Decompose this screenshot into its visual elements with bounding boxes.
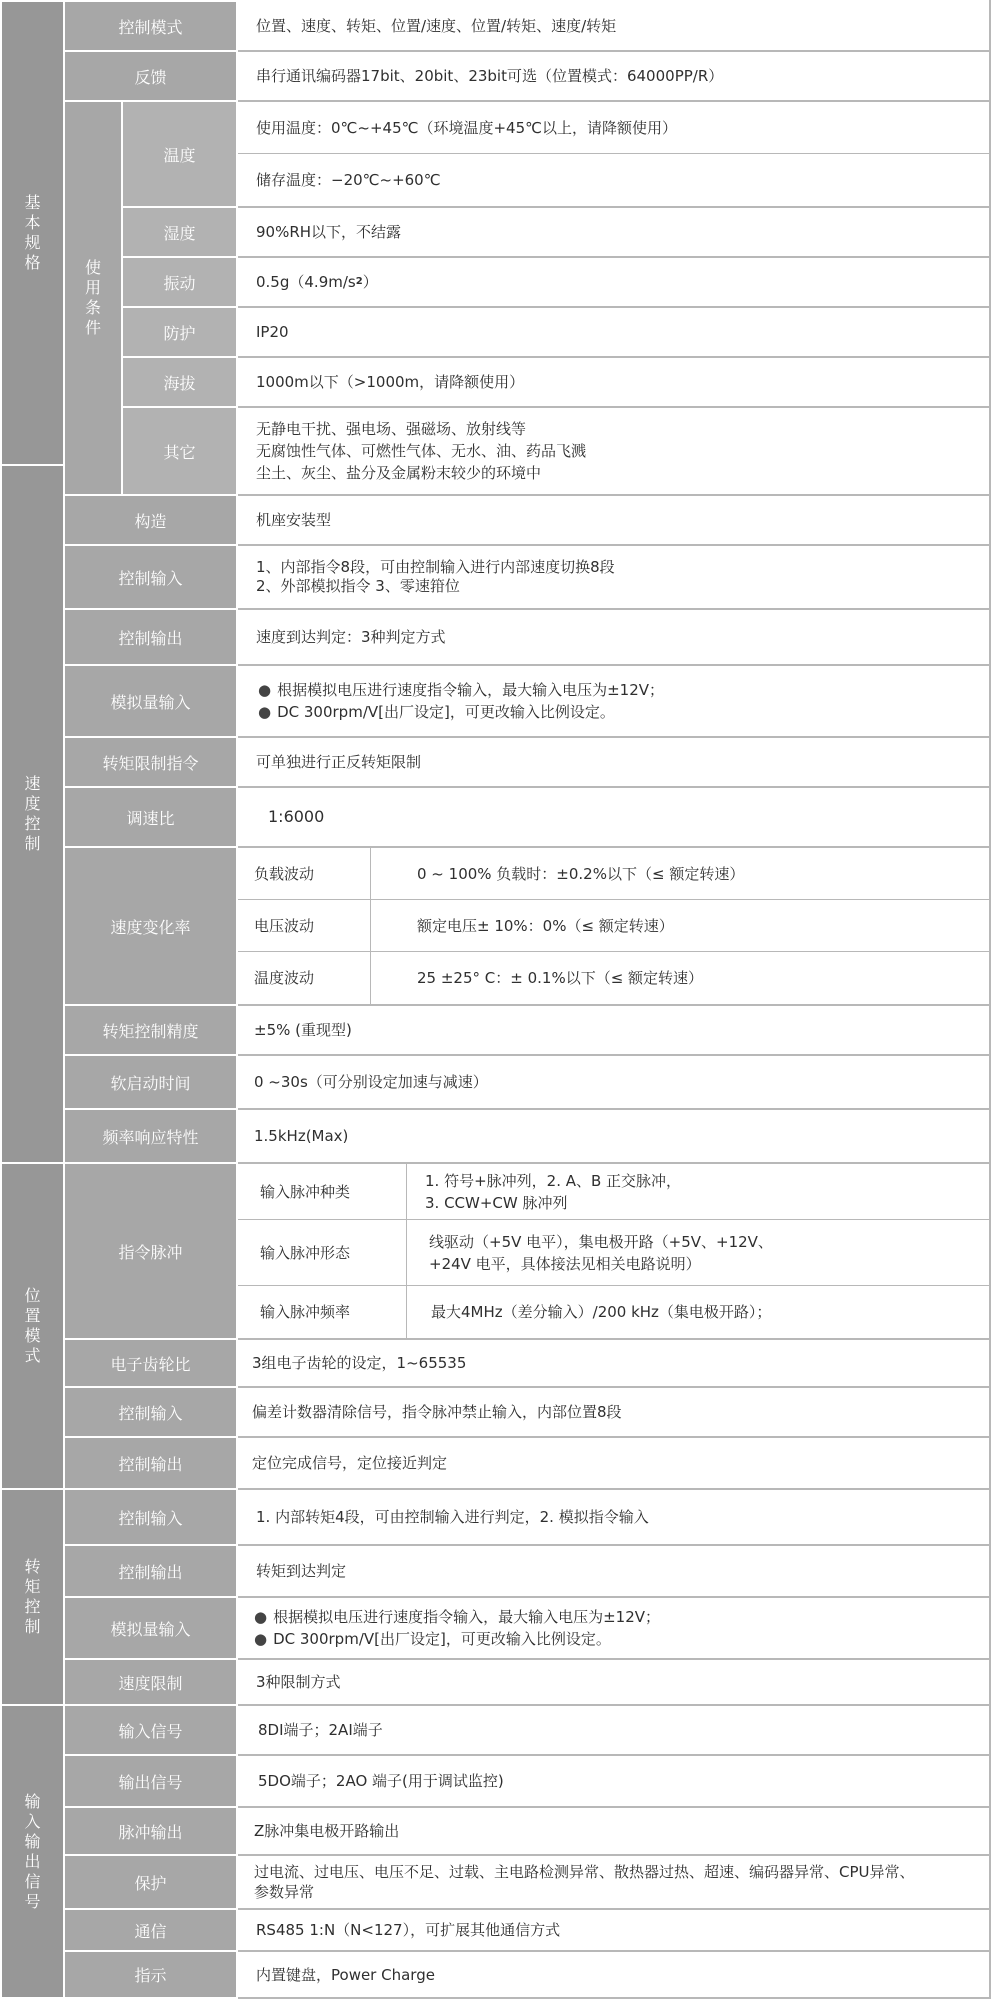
rule xyxy=(238,1338,990,1340)
label-speed-ratio: 调速比 xyxy=(65,788,236,846)
value-torque-accuracy: ±5% (重现型) xyxy=(238,1006,990,1054)
value-load-fluctuation: 0 ~ 100% 负载时：±0.2%以下（≤ 额定转速） xyxy=(371,848,990,900)
label-torq-analog-input: 模拟量输入 xyxy=(65,1598,236,1658)
value-pulse-output: Z脉冲集电极开路输出 xyxy=(238,1808,990,1854)
torq-analog-line-2: ● DC 300rpm/V[出厂设定]，可更改输入比例设定。 xyxy=(254,1628,660,1650)
rule xyxy=(238,153,990,154)
section-io xyxy=(2,1706,63,1997)
rule xyxy=(238,1219,990,1220)
label-speed-analog-input: 模拟量输入 xyxy=(65,666,236,736)
rule xyxy=(238,356,990,358)
label-temperature: 温度 xyxy=(123,102,236,206)
label-freq-response: 频率响应特性 xyxy=(65,1110,236,1162)
section-position xyxy=(2,1164,63,1488)
protection-line-2: 参数异常 xyxy=(254,1883,315,1901)
rule xyxy=(238,406,990,408)
label-torque-limit-cmd: 转矩限制指令 xyxy=(65,738,236,786)
vibration-main: 0.5g（4.9m/s xyxy=(256,273,356,291)
vertical-char: 条 xyxy=(84,298,101,317)
speed-analog-line-1: ● 根据模拟电压进行速度指令输入，最大输入电压为±12V； xyxy=(258,679,664,701)
sublabel-temperature-fluctuation: 温度波动 xyxy=(238,952,370,1004)
rule xyxy=(238,1658,990,1660)
rule xyxy=(238,1806,990,1808)
rule xyxy=(370,848,371,1004)
value-temperature-fluctuation: 25 ±25° C：± 0.1%以下（≤ 额定转速） xyxy=(371,952,990,1004)
rule xyxy=(238,1950,990,1952)
label-pulse-cmd: 指令脉冲 xyxy=(65,1164,236,1338)
value-protection xyxy=(238,1856,990,1908)
rule xyxy=(238,1162,990,1164)
rule xyxy=(238,664,990,666)
label-output-signal: 输出信号 xyxy=(65,1756,236,1806)
label-torq-control-output: 控制输出 xyxy=(65,1546,236,1596)
rule xyxy=(238,1544,990,1546)
label-input-signal: 输入信号 xyxy=(65,1706,236,1754)
rule xyxy=(989,0,991,1999)
rule xyxy=(238,1754,990,1756)
section-io-label xyxy=(24,1792,40,1912)
value-feedback: 串行通讯编码器17bit、20bit、23bit可选（位置模式：64000PP/R） xyxy=(238,52,990,100)
vertical-char: 输 xyxy=(24,1791,41,1811)
label-pos-control-input: 控制输入 xyxy=(65,1388,236,1436)
value-soft-start: 0 ~30s（可分别设定加速与减速） xyxy=(238,1056,990,1108)
vertical-char: 本 xyxy=(24,213,41,232)
other-line-3: 尘土、灰尘、盐分及金属粉末较少的环境中 xyxy=(256,464,542,482)
value-voltage-fluctuation: 额定电压± 10%：0%（≤ 额定转速） xyxy=(371,900,990,952)
label-speed-change: 速度变化率 xyxy=(65,848,236,1004)
value-pos-control-input: 偏差计数器清除信号，指令脉冲禁止输入，内部位置8段 xyxy=(238,1388,990,1436)
label-structure: 构造 xyxy=(65,496,236,544)
rule xyxy=(238,846,990,848)
rule xyxy=(238,1908,990,1910)
pulse-form-line-2: +24V 电平，具体接法见相关电路说明） xyxy=(429,1255,701,1273)
rule xyxy=(238,1386,990,1388)
rule xyxy=(406,1164,407,1338)
value-speed-limit: 3种限制方式 xyxy=(238,1660,990,1704)
value-speed-control-input xyxy=(238,546,990,608)
vertical-char: 出 xyxy=(24,1851,41,1871)
rule xyxy=(238,494,990,496)
label-speed-limit: 速度限制 xyxy=(65,1660,236,1704)
speed-control-input-line-2: 2、外部模拟指令 3、零速箝位 xyxy=(256,577,460,595)
rule xyxy=(238,1108,990,1110)
vertical-char: 使 xyxy=(84,258,101,277)
section-torque-label xyxy=(24,1557,40,1637)
value-gear-ratio: 3组电子齿轮的设定，1~65535 xyxy=(238,1340,990,1386)
vertical-char: 格 xyxy=(24,253,41,272)
vertical-char: 基 xyxy=(24,193,41,212)
value-temperature-use: 使用温度：0℃~+45℃（环境温度+45℃以上，请降额使用） xyxy=(238,102,990,154)
pulse-type-line-2: 3. CCW+CW 脉冲列 xyxy=(425,1194,568,1212)
section-basic-label xyxy=(24,193,40,273)
group-use-conditions xyxy=(65,102,121,494)
rule xyxy=(238,786,990,788)
rule xyxy=(238,100,990,102)
vertical-char: 度 xyxy=(24,794,41,813)
speed-control-input-line-1: 1、内部指令8段，可由控制输入进行内部速度切换8段 xyxy=(256,558,615,576)
vertical-char: 信 xyxy=(24,1871,41,1891)
vertical-char: 规 xyxy=(24,233,41,252)
sublabel-voltage-fluctuation: 电压波动 xyxy=(238,900,370,952)
section-speed xyxy=(2,466,63,1162)
torq-analog-line-1: ● 根据模拟电压进行速度指令输入，最大输入电压为±12V； xyxy=(254,1606,660,1628)
other-line-2: 无腐蚀性气体、可燃性气体、无水、油、药品飞溅 xyxy=(256,442,587,460)
section-position-label xyxy=(24,1286,40,1366)
vertical-char: 控 xyxy=(24,814,41,833)
value-temperature-storage: 储存温度：−20℃~+60℃ xyxy=(238,154,990,206)
vertical-char: 控 xyxy=(24,1597,41,1616)
vibration-sup: 2 xyxy=(355,276,363,287)
value-torque-limit-cmd: 可单独进行正反转矩限制 xyxy=(238,738,990,786)
other-line-1: 无静电干扰、强电场、强磁场、放射线等 xyxy=(256,420,527,438)
vertical-char: 制 xyxy=(24,834,41,853)
label-indicator: 指示 xyxy=(65,1952,236,1997)
label-speed-control-output: 控制输出 xyxy=(65,610,236,664)
rule xyxy=(238,736,990,738)
vertical-char: 转 xyxy=(24,1557,41,1576)
vertical-char: 用 xyxy=(84,278,101,297)
label-torq-control-input: 控制输入 xyxy=(65,1490,236,1544)
rule xyxy=(238,306,990,308)
sublabel-pulse-form: 输入脉冲形态 xyxy=(238,1220,406,1286)
vibration-tail: ） xyxy=(362,273,378,291)
rule xyxy=(238,206,990,208)
value-protection-class: IP20 xyxy=(238,308,990,356)
pulse-type-line-1: 1. 符号+脉冲列，2. A、B 正交脉冲， xyxy=(425,1172,682,1190)
value-speed-analog-input xyxy=(238,666,990,736)
label-speed-control-input: 控制输入 xyxy=(65,546,236,608)
group-use-conditions-label xyxy=(85,258,101,338)
vertical-char: 模 xyxy=(24,1326,41,1345)
label-soft-start: 软启动时间 xyxy=(65,1056,236,1108)
sublabel-load-fluctuation: 负载波动 xyxy=(238,848,370,900)
label-other: 其它 xyxy=(123,408,236,494)
label-pulse-output: 脉冲输出 xyxy=(65,1808,236,1854)
label-pos-control-output: 控制输出 xyxy=(65,1438,236,1488)
rule xyxy=(238,899,990,900)
label-communication: 通信 xyxy=(65,1910,236,1950)
rule xyxy=(238,1704,990,1706)
rule xyxy=(238,951,990,952)
value-pulse-form xyxy=(407,1220,990,1286)
label-feedback: 反馈 xyxy=(65,52,236,100)
rule xyxy=(238,256,990,258)
rule xyxy=(238,1854,990,1856)
value-indicator: 内置键盘，Power Charge xyxy=(238,1952,990,1997)
speed-analog-line-2: ● DC 300rpm/V[出厂设定]，可更改输入比例设定。 xyxy=(258,701,664,723)
pulse-form-line-1: 线驱动（+5V 电平），集电极开路（+5V、+12V、 xyxy=(429,1233,773,1251)
rule xyxy=(238,1285,990,1286)
value-freq-response: 1.5kHz(Max) xyxy=(238,1110,990,1162)
value-pulse-type xyxy=(407,1164,990,1220)
value-structure: 机座安装型 xyxy=(238,496,990,544)
value-communication: RS485 1:N（N<127），可扩展其他通信方式 xyxy=(238,1910,990,1950)
value-input-signal: 8DI端子；2AI端子 xyxy=(238,1706,990,1754)
vertical-char: 件 xyxy=(84,318,101,337)
vertical-char: 速 xyxy=(24,774,41,793)
label-humidity: 湿度 xyxy=(123,208,236,256)
label-altitude: 海拔 xyxy=(123,358,236,406)
rule xyxy=(238,1488,990,1490)
rule xyxy=(238,544,990,546)
sublabel-pulse-type: 输入脉冲种类 xyxy=(238,1164,406,1220)
rule xyxy=(238,1054,990,1056)
label-protection-class: 防护 xyxy=(123,308,236,356)
rule xyxy=(238,50,990,52)
label-protection: 保护 xyxy=(65,1856,236,1908)
vertical-char: 式 xyxy=(24,1346,41,1365)
value-humidity: 90%RH以下，不结露 xyxy=(238,208,990,256)
section-torque xyxy=(2,1490,63,1704)
vertical-char: 入 xyxy=(24,1811,41,1831)
value-pulse-freq: 最大4MHz（差分输入）/200 kHz（集电极开路）； xyxy=(407,1286,990,1338)
value-pos-control-output: 定位完成信号，定位接近判定 xyxy=(238,1438,990,1488)
vertical-char: 制 xyxy=(24,1617,41,1636)
value-speed-control-output: 速度到达判定：3种判定方式 xyxy=(238,610,990,664)
sublabel-pulse-freq: 输入脉冲频率 xyxy=(238,1286,406,1338)
value-output-signal: 5DO端子；2AO 端子(用于调试监控) xyxy=(238,1756,990,1806)
value-torq-analog-input xyxy=(238,1598,990,1658)
value-control-mode: 位置、速度、转矩、位置/速度、位置/转矩、速度/转矩 xyxy=(238,2,990,50)
label-gear-ratio: 电子齿轮比 xyxy=(65,1340,236,1386)
value-torq-control-output: 转矩到达判定 xyxy=(238,1546,990,1596)
vertical-char: 置 xyxy=(24,1306,41,1325)
value-vibration xyxy=(238,258,990,306)
section-basic xyxy=(2,2,63,464)
vertical-char: 矩 xyxy=(24,1577,41,1596)
value-other xyxy=(238,408,990,494)
vertical-char: 位 xyxy=(24,1286,41,1305)
label-vibration: 振动 xyxy=(123,258,236,306)
rule xyxy=(238,1596,990,1598)
value-speed-ratio: 1:6000 xyxy=(238,788,990,846)
label-torque-accuracy: 转矩控制精度 xyxy=(65,1006,236,1054)
rule xyxy=(238,1004,990,1006)
section-speed-label xyxy=(24,774,40,854)
label-control-mode: 控制模式 xyxy=(65,2,236,50)
vertical-char: 号 xyxy=(24,1891,41,1911)
rule xyxy=(238,1436,990,1438)
value-torq-control-input: 1. 内部转矩4段，可由控制输入进行判定，2. 模拟指令输入 xyxy=(238,1490,990,1544)
value-altitude: 1000m以下（>1000m，请降额使用） xyxy=(238,358,990,406)
protection-line-1: 过电流、过电压、电压不足、过载、主电路检测异常、散热器过热、超速、编码器异常、CPU异常、 xyxy=(254,1863,915,1881)
vertical-char: 输 xyxy=(24,1831,41,1851)
rule xyxy=(238,608,990,610)
